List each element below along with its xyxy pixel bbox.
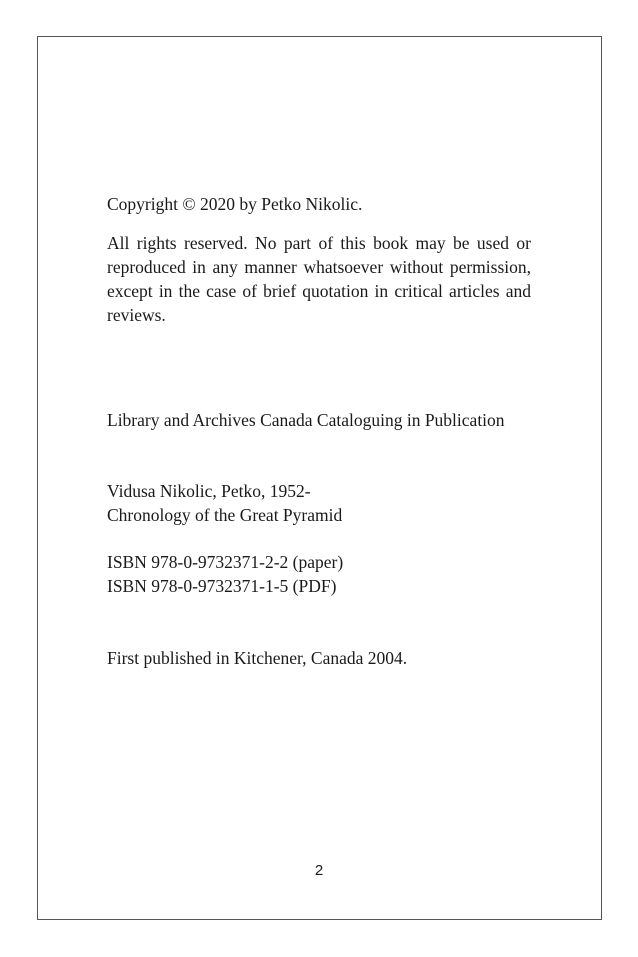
copyright-notice: Copyright © 2020 by Petko Nikolic. <box>107 194 363 214</box>
book-title-line: Chronology of the Great Pyramid <box>107 505 343 525</box>
cip-record <box>107 479 531 527</box>
isbn-list <box>107 550 531 598</box>
isbn-pdf: ISBN 978-0-9732371-1-5 (PDF) <box>107 576 337 596</box>
page-number: 2 <box>314 862 324 879</box>
rights-statement: All rights reserved. No part of this book may be used or reproduced in any manner whatsoever without permission, except in the case of brief quotation in critical articles and reviews. <box>107 233 531 325</box>
cip-heading: Library and Archives Canada Cataloguing in Publication <box>107 410 505 430</box>
page-border <box>37 36 602 920</box>
first-published-note: First published in Kitchener, Canada 2004. <box>107 648 408 668</box>
isbn-paper: ISBN 978-0-9732371-2-2 (paper) <box>107 552 344 572</box>
author-line: Vidusa Nikolic, Petko, 1952- <box>107 481 311 501</box>
